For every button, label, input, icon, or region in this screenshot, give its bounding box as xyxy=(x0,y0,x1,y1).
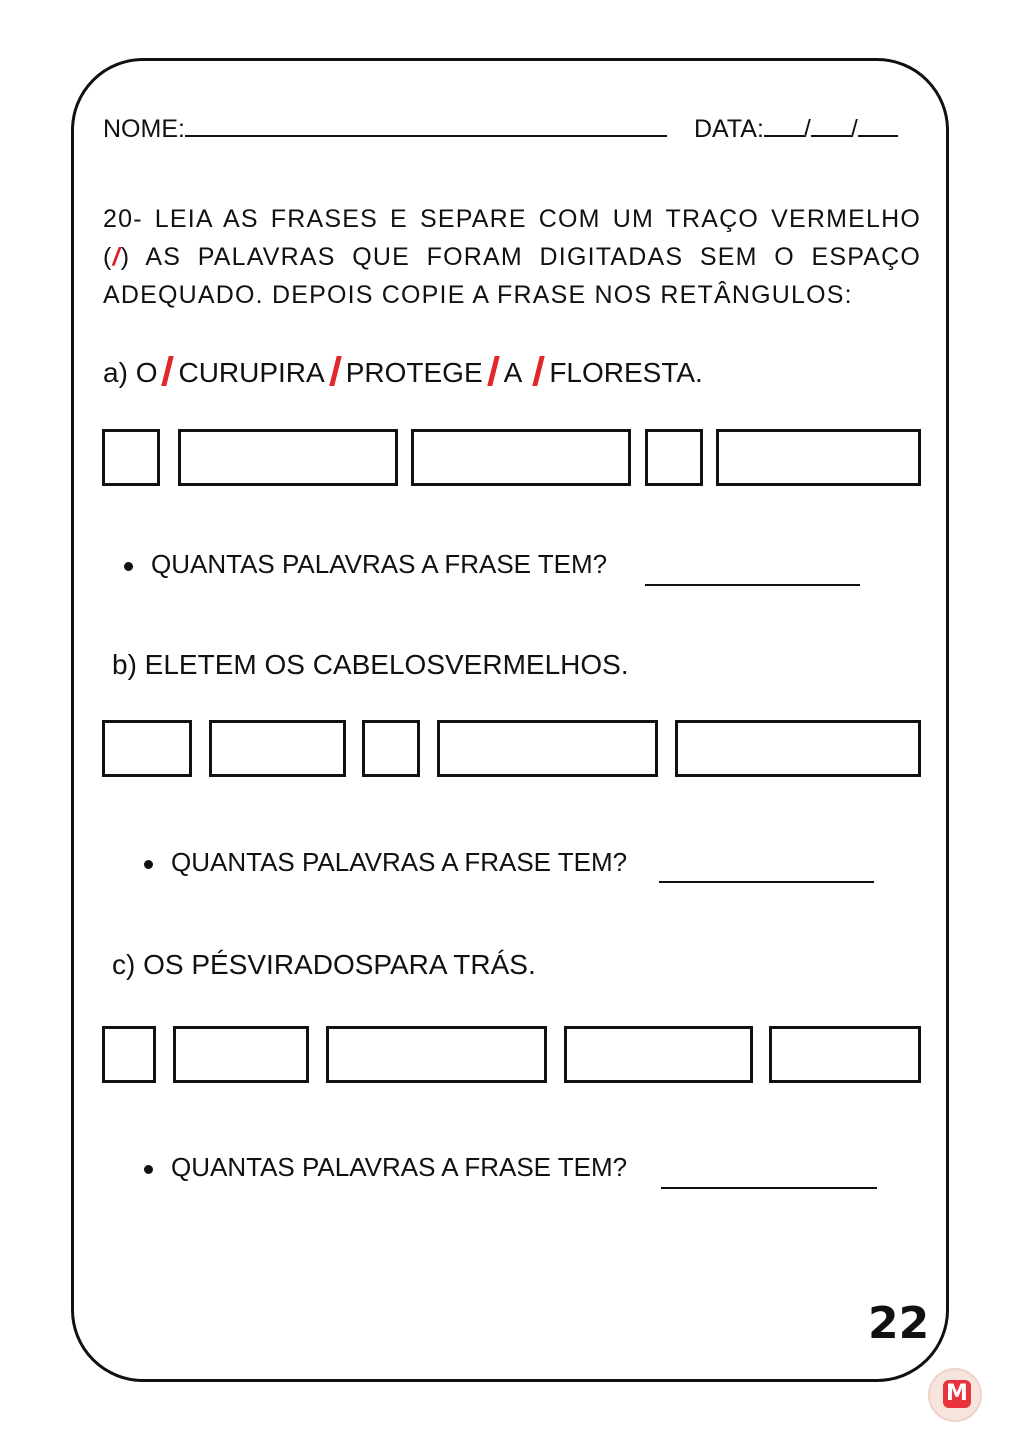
name-label: NOME: xyxy=(103,115,185,143)
question-b xyxy=(144,847,627,878)
red-divider-icon xyxy=(533,356,545,386)
word-box[interactable] xyxy=(326,1026,547,1083)
word-box[interactable] xyxy=(564,1026,753,1083)
word-box[interactable] xyxy=(102,429,160,486)
page-number: 22 xyxy=(868,1298,930,1349)
sentence-c: c) OS PÉSVIRADOSPARA TRÁS. xyxy=(112,949,536,980)
answer-line-a[interactable] xyxy=(645,584,860,586)
instruction-part: 20- LEIA AS FRASES E SEPARE COM UM TRAÇO VERMELHO ( xyxy=(103,205,921,271)
date-day-line[interactable] xyxy=(764,113,804,137)
date-separator: / xyxy=(803,115,811,143)
sentence-b: b) ELETEM OS CABELOSVERMELHOS. xyxy=(112,649,629,680)
bullet-icon xyxy=(144,860,153,869)
question-a xyxy=(124,549,607,580)
word: CURUPIRA xyxy=(178,357,325,388)
question-label: QUANTAS PALAVRAS A FRASE TEM? xyxy=(171,1152,628,1182)
word-box[interactable] xyxy=(437,720,658,777)
word-box[interactable] xyxy=(769,1026,921,1083)
date-label: DATA: xyxy=(694,115,764,143)
question-label: QUANTAS PALAVRAS A FRASE TEM? xyxy=(171,847,628,877)
word-box[interactable] xyxy=(411,429,631,486)
date-month-line[interactable] xyxy=(811,113,851,137)
word-box[interactable] xyxy=(102,720,192,777)
word-box[interactable] xyxy=(362,720,420,777)
red-divider-icon xyxy=(329,356,341,386)
word-box[interactable] xyxy=(675,720,921,777)
question-c xyxy=(144,1152,627,1183)
red-divider-icon xyxy=(487,356,499,386)
word: FLORESTA. xyxy=(549,357,703,388)
word-box[interactable] xyxy=(645,429,703,486)
bullet-icon xyxy=(124,562,133,571)
word: A xyxy=(503,357,523,388)
bullet-icon xyxy=(144,1165,153,1174)
date-year-line[interactable] xyxy=(858,113,898,137)
item-a-prefix: a) xyxy=(103,357,136,388)
instruction-part: ) AS PALAVRAS QUE FORAM DIGITADAS SEM O ESPAÇO ADEQUADO. DEPOIS COPIE A FRASE NOS RETÂNGULOS: xyxy=(103,243,921,309)
logo-letter: M xyxy=(943,1380,971,1408)
word-box[interactable] xyxy=(173,1026,309,1083)
date-field[interactable] xyxy=(694,113,898,144)
question-label: QUANTAS PALAVRAS A FRASE TEM? xyxy=(151,549,608,579)
red-slash-icon: / xyxy=(112,243,121,271)
name-line[interactable] xyxy=(185,113,667,137)
word-box[interactable] xyxy=(209,720,346,777)
word-box[interactable] xyxy=(716,429,921,486)
name-field[interactable] xyxy=(103,113,667,144)
brand-logo-icon xyxy=(928,1368,982,1422)
word: PROTEGE xyxy=(345,357,483,388)
word: O xyxy=(135,357,158,388)
word-box[interactable] xyxy=(102,1026,156,1083)
word-box[interactable] xyxy=(178,429,398,486)
instruction-text xyxy=(103,200,921,314)
sentence-a xyxy=(103,356,703,389)
red-divider-icon xyxy=(162,356,174,386)
answer-line-c[interactable] xyxy=(661,1187,877,1189)
answer-line-b[interactable] xyxy=(659,881,874,883)
date-separator: / xyxy=(850,115,858,143)
